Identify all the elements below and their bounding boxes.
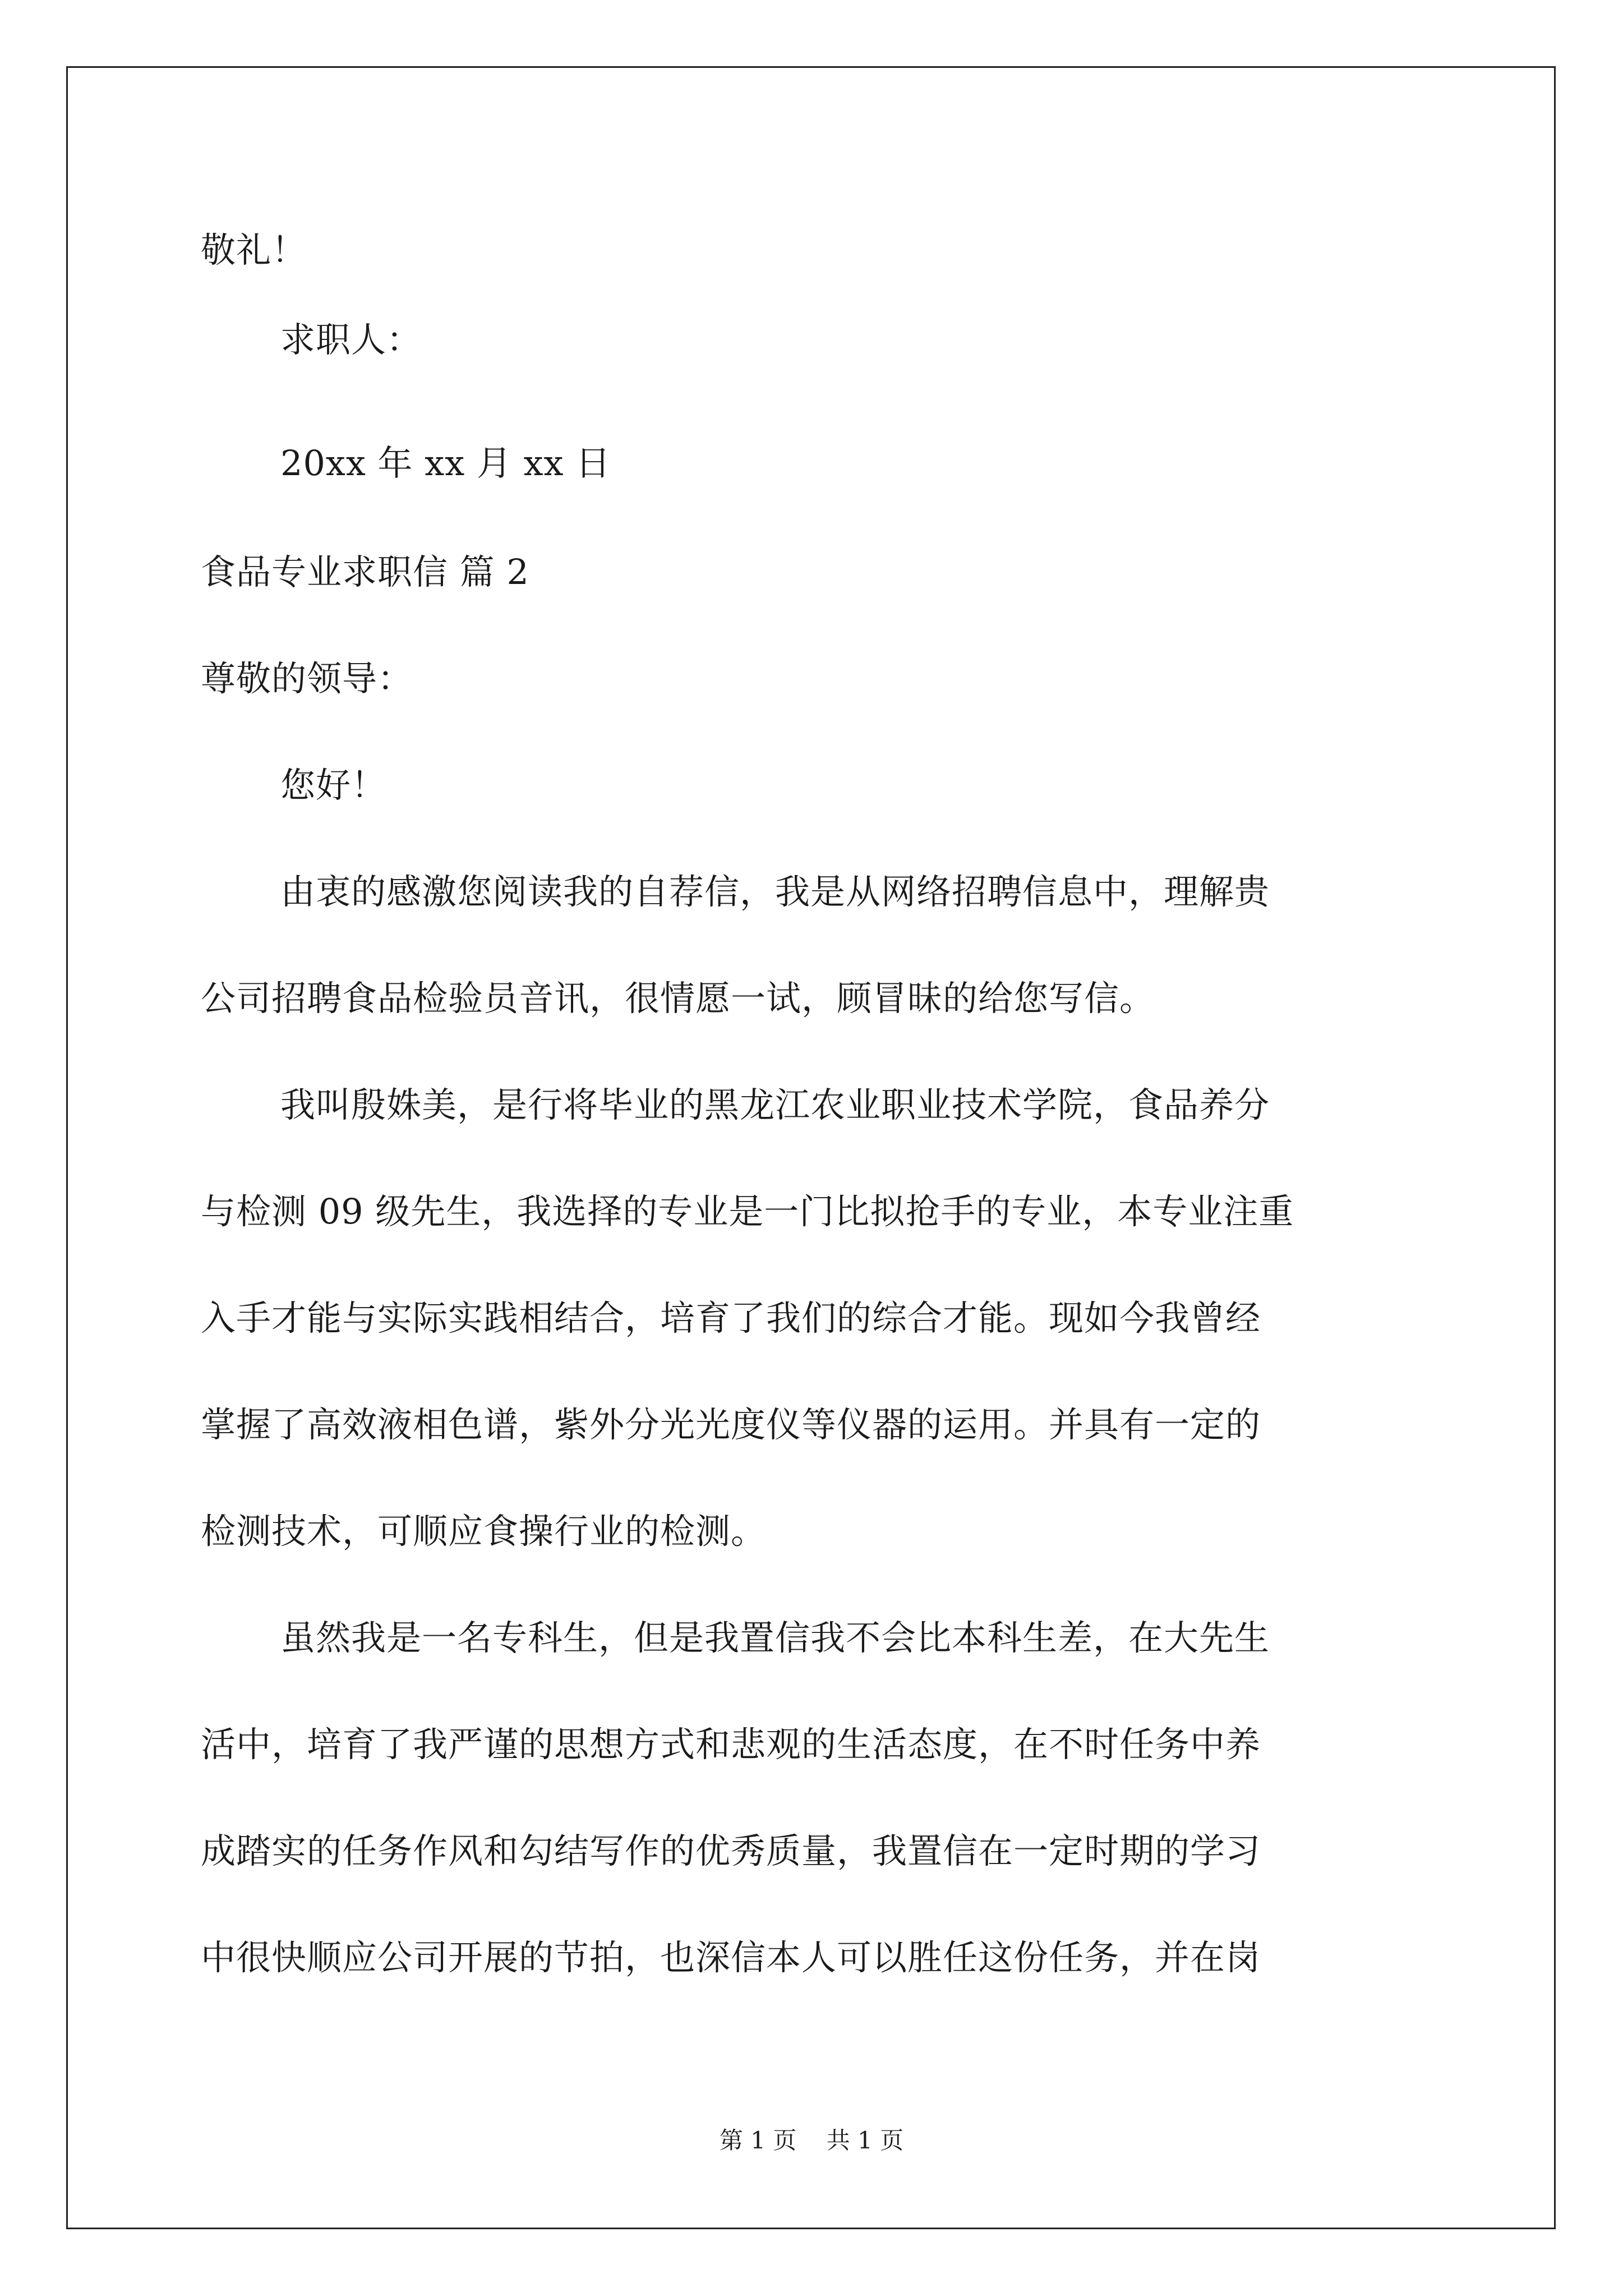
page-footer: 第 1 页 共 1 页 [719,2127,904,2154]
letter-date: 20xx 年 xx 月 xx 日 [280,443,611,484]
greeting: 您好！ [280,765,387,806]
body-line: 公司招聘食品检验员音讯，很情愿一试，顾冒昧的给您写信。 [201,978,1155,1019]
body-line: 与检测 09 级先生，我选择的专业是一门比拟抢手的专业，本专业注重 [201,1191,1294,1232]
closing-text: 敬礼！ [201,229,307,270]
body-line: 虽然我是一名专科生，但是我置信我不会比本科生差，在大先生 [280,1617,1270,1658]
body-line: 掌握了高效液相色谱，紫外分光光度仪等仪器的运用。并具有一定的 [201,1404,1261,1445]
body-line: 成踏实的任务作风和勾结写作的优秀质量，我置信在一定时期的学习 [201,1830,1261,1871]
signature-label: 求职人： [280,319,422,360]
body-line: 我叫殷姝美，是行将毕业的黑龙江农业职业技术学院，食品养分 [280,1084,1270,1125]
section-title: 食品专业求职信 篇 2 [201,551,529,592]
body-line: 活中，培育了我严谨的思想方式和悲观的生活态度，在不时任务中养 [201,1724,1261,1765]
body-line: 检测技术，可顺应食操行业的检测。 [201,1511,767,1552]
page-border [66,66,1556,2229]
body-line: 入手才能与实际实践相结合，培育了我们的综合才能。现如今我曾经 [201,1297,1261,1338]
body-line: 由衷的感激您阅读我的自荐信，我是从网络招聘信息中，理解贵 [280,871,1270,912]
body-line: 中很快顺应公司开展的节拍，也深信本人可以胜任这份任务，并在岗 [201,1937,1261,1978]
salutation: 尊敬的领导： [201,658,413,699]
